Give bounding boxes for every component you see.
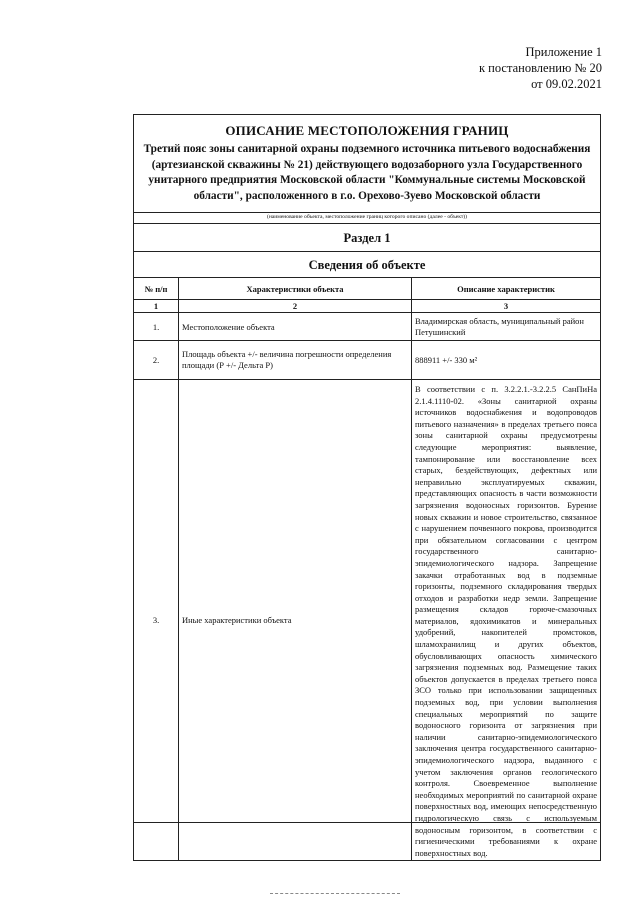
appendix-block — [479, 44, 602, 92]
appendix-line-2: к постановлению № 20 — [478, 61, 602, 75]
document-title: ОПИСАНИЕ МЕСТОПОЛОЖЕНИЯ ГРАНИЦ — [225, 123, 509, 138]
row-number: 1. — [134, 313, 179, 341]
appendix-line-1: Приложение 1 — [525, 45, 602, 59]
divider — [134, 223, 600, 224]
table-row — [134, 313, 601, 341]
row-characteristic: Площадь объекта +/- величина погрешности определения площади (Р +/- Дельта Р) — [179, 341, 412, 380]
document-subtitle: Третий пояс зоны санитарной охраны подземного источника питьевого водоснабжения (артезианской скважины № 21) действующего водозаборного узла Государственного унитарного предприятия Московской области "Коммунальные системы Московской области", расположенного в г.о. Орехово-Зуево Московской области — [143, 143, 591, 202]
object-note: (наименование объекта, местоположение границ которого описано (далее - объект)) — [266, 214, 468, 220]
column-number: 3 — [412, 300, 601, 313]
appendix-line-3: от 09.02.2021 — [531, 77, 602, 91]
page-edge-mark — [270, 893, 400, 894]
table-row — [134, 380, 601, 861]
row-number: 2. — [134, 341, 179, 380]
column-number: 2 — [179, 300, 412, 313]
column-numbers-row — [134, 300, 601, 313]
row-characteristic: Иные характеристики объекта — [179, 380, 412, 861]
row-description: Владимирская область, муниципальный район Петушинский — [412, 313, 601, 341]
table-header-row — [134, 278, 601, 300]
column-number: 1 — [134, 300, 179, 313]
section-label: Раздел 1 — [343, 231, 391, 245]
row-description: 888911 +/- 330 м² — [412, 341, 601, 380]
document-frame — [133, 114, 601, 858]
header-num: № п/п — [134, 278, 179, 300]
table-row — [134, 341, 601, 380]
divider — [134, 212, 600, 213]
object-table — [133, 277, 601, 861]
section-title: Сведения об объекте — [308, 258, 426, 272]
header-description: Описание характеристик — [412, 278, 601, 300]
row-description: В соответствии с п. 3.2.2.1.-3.2.2.5 СанПиНа 2.1.4.1110-02. «Зоны санитарной охраны источников водоснабжения и водопроводов питьевого назначения» в пределах третьего пояса зоны санитарной охраны предусмотрены следующие мероприятия: выявление, тампонирование или восстановление всех старых, бездействующих, дефектных или неправильно эксплуатируемых скважин, представляющих опасность в части возможности загрязнения водоносных горизонтов. Бурение новых скважин и новое строительство, связанное с нарушением почвенного покрова, производится при обязательном согласовании с центром государственного санитарно-эпидемиологического надзора. Запрещение закачки отработанных вод в подземные горизонты, подземного складирования твердых отходов и разработки недр земли. Запрещение размещения складов горюче-смазочных материалов, ядохимикатов и минеральных удобрений, накопителей промстоков, шламохранилищ и других объектов, обусловливающих опасность химического загрязнения подземных вод. Размещение таких объектов допускается в пределах третьего пояса ЗСО только при использовании защищенных подземных вод, при условии выполнения специальных мероприятий по защите водоносного горизонта от загрязнения при наличии санитарно-эпидемиологического заключения центра государственного санитарно-эпидемиологического надзора, выданного с учетом заключения органов геологического контроля. Своевременное выполнение необходимых мероприятий по санитарной охране поверхностных вод, имеющих непосредственную гидрологическую связь с используемым водоносным горизонтом, в соответствии с гигиеническими требованиями к охране поверхностных вод. — [412, 380, 601, 861]
row-number: 3. — [134, 380, 179, 861]
row-characteristic: Местоположение объекта — [179, 313, 412, 341]
header-characteristics: Характеристики объекта — [179, 278, 412, 300]
divider — [134, 251, 600, 252]
